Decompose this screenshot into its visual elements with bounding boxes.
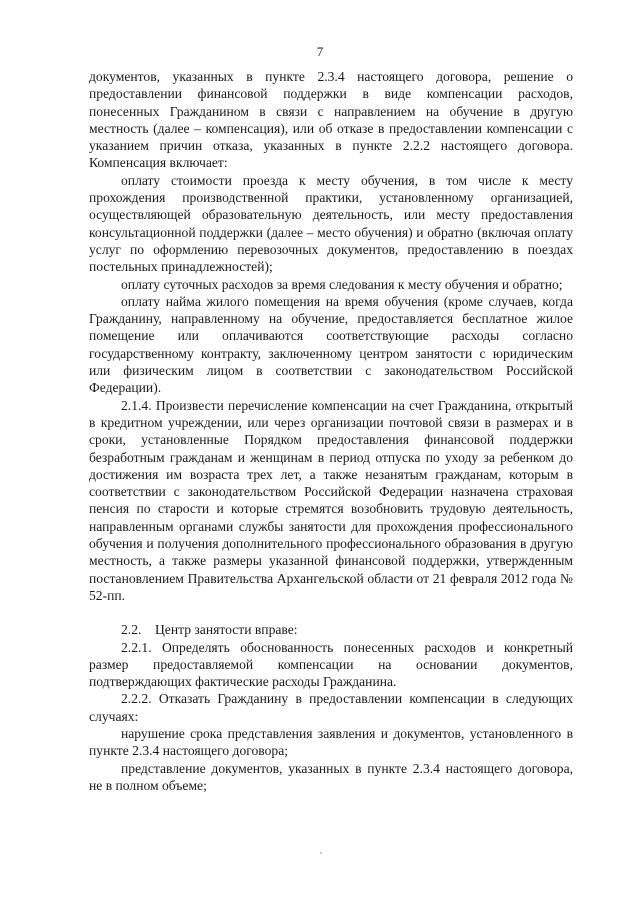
paragraph-incomplete-documents: представление документов, указанных в пункте 2.3.4 настоящего договора, не в полном объеме; [89,760,573,793]
document-body [89,68,573,794]
paragraph-continuation: документов, указанных в пункте 2.3.4 настоящего договора, решение о предоставлении финансовой поддержки в виде компенсации расходов, понесенных Гражданином в связи с направлением на обучение в другую местность (далее – компенсация), или об отказе в предоставлении компенсации с указанием причин отказа, указанных в пункте 2.2.2 настоящего договора. Компенсация включает: [89,69,573,171]
page-number: 7 [316,44,324,59]
paragraph-clause-2-2: 2.2. Центр занятости вправе: [121,622,298,638]
paragraph-travel-cost: оплату стоимости проезда к месту обучения, в том числе к месту прохождения производственной практики, установленному организацией, осуществляющей образовательную деятельность, или месту предоставления консультационной поддержки (далее – место обучения) и обратно (включая оплату услуг по оформлению перевозочных документов, предоставлению в поездах постельных принадлежностей); [89,172,573,275]
paragraph-deadline-violation: нарушение срока представления заявления и документов, установленного в пункте 2.3.4 настоящего договора; [89,725,573,759]
paragraph-clause-2-1-4: 2.1.4. Произвести перечисление компенсации на счет Гражданина, открытый в кредитном учреждении, или через организации почтовой связи в размерах и в сроки, установленные Порядком предоставления финансовой поддержки безработным гражданам и женщинам в период отпуска по уходу за ребенком до достижения им возраста трех лет, а также незанятым гражданам, которым в соответствии с законодательством Российской Федерации назначена страховая пенсия по старости и которые стремятся возобновить трудовую деятельность, направленным органами службы занятости для прохождения профессионального обучения и получения дополнительного профессионального образования в другую местность, а также размеры указанной финансовой поддержки, утвержденным постановлением Правительства Архангельской области от 21 февраля 2012 года № 52-пп. [89,397,573,603]
paragraph-housing: оплату найма жилого помещения на время обучения (кроме случаев, когда Гражданину, направленному на обучение, предоставляется бесплатное жилое помещение или оплачиваются соответствующие расходы согласно государственному контракту, заключенному центром занятости с юридическим или физическим лицом в соответствии с законодательством Российской Федерации). [89,293,573,396]
scan-speck [320,852,322,854]
paragraph-clause-2-2-1: 2.2.1. Определять обоснованность понесенных расходов и конкретный размер предоставляемой компенсации на основании документов, подтверждающих фактические расходы Гражданина. [89,639,573,690]
paragraph-clause-2-2-2: 2.2.2. Отказать Гражданину в предоставлении компенсации в следующих случаях: [89,691,573,724]
paragraph-daily-expenses: оплату суточных расходов за время следования к месту обучения и обратно; [121,276,563,292]
